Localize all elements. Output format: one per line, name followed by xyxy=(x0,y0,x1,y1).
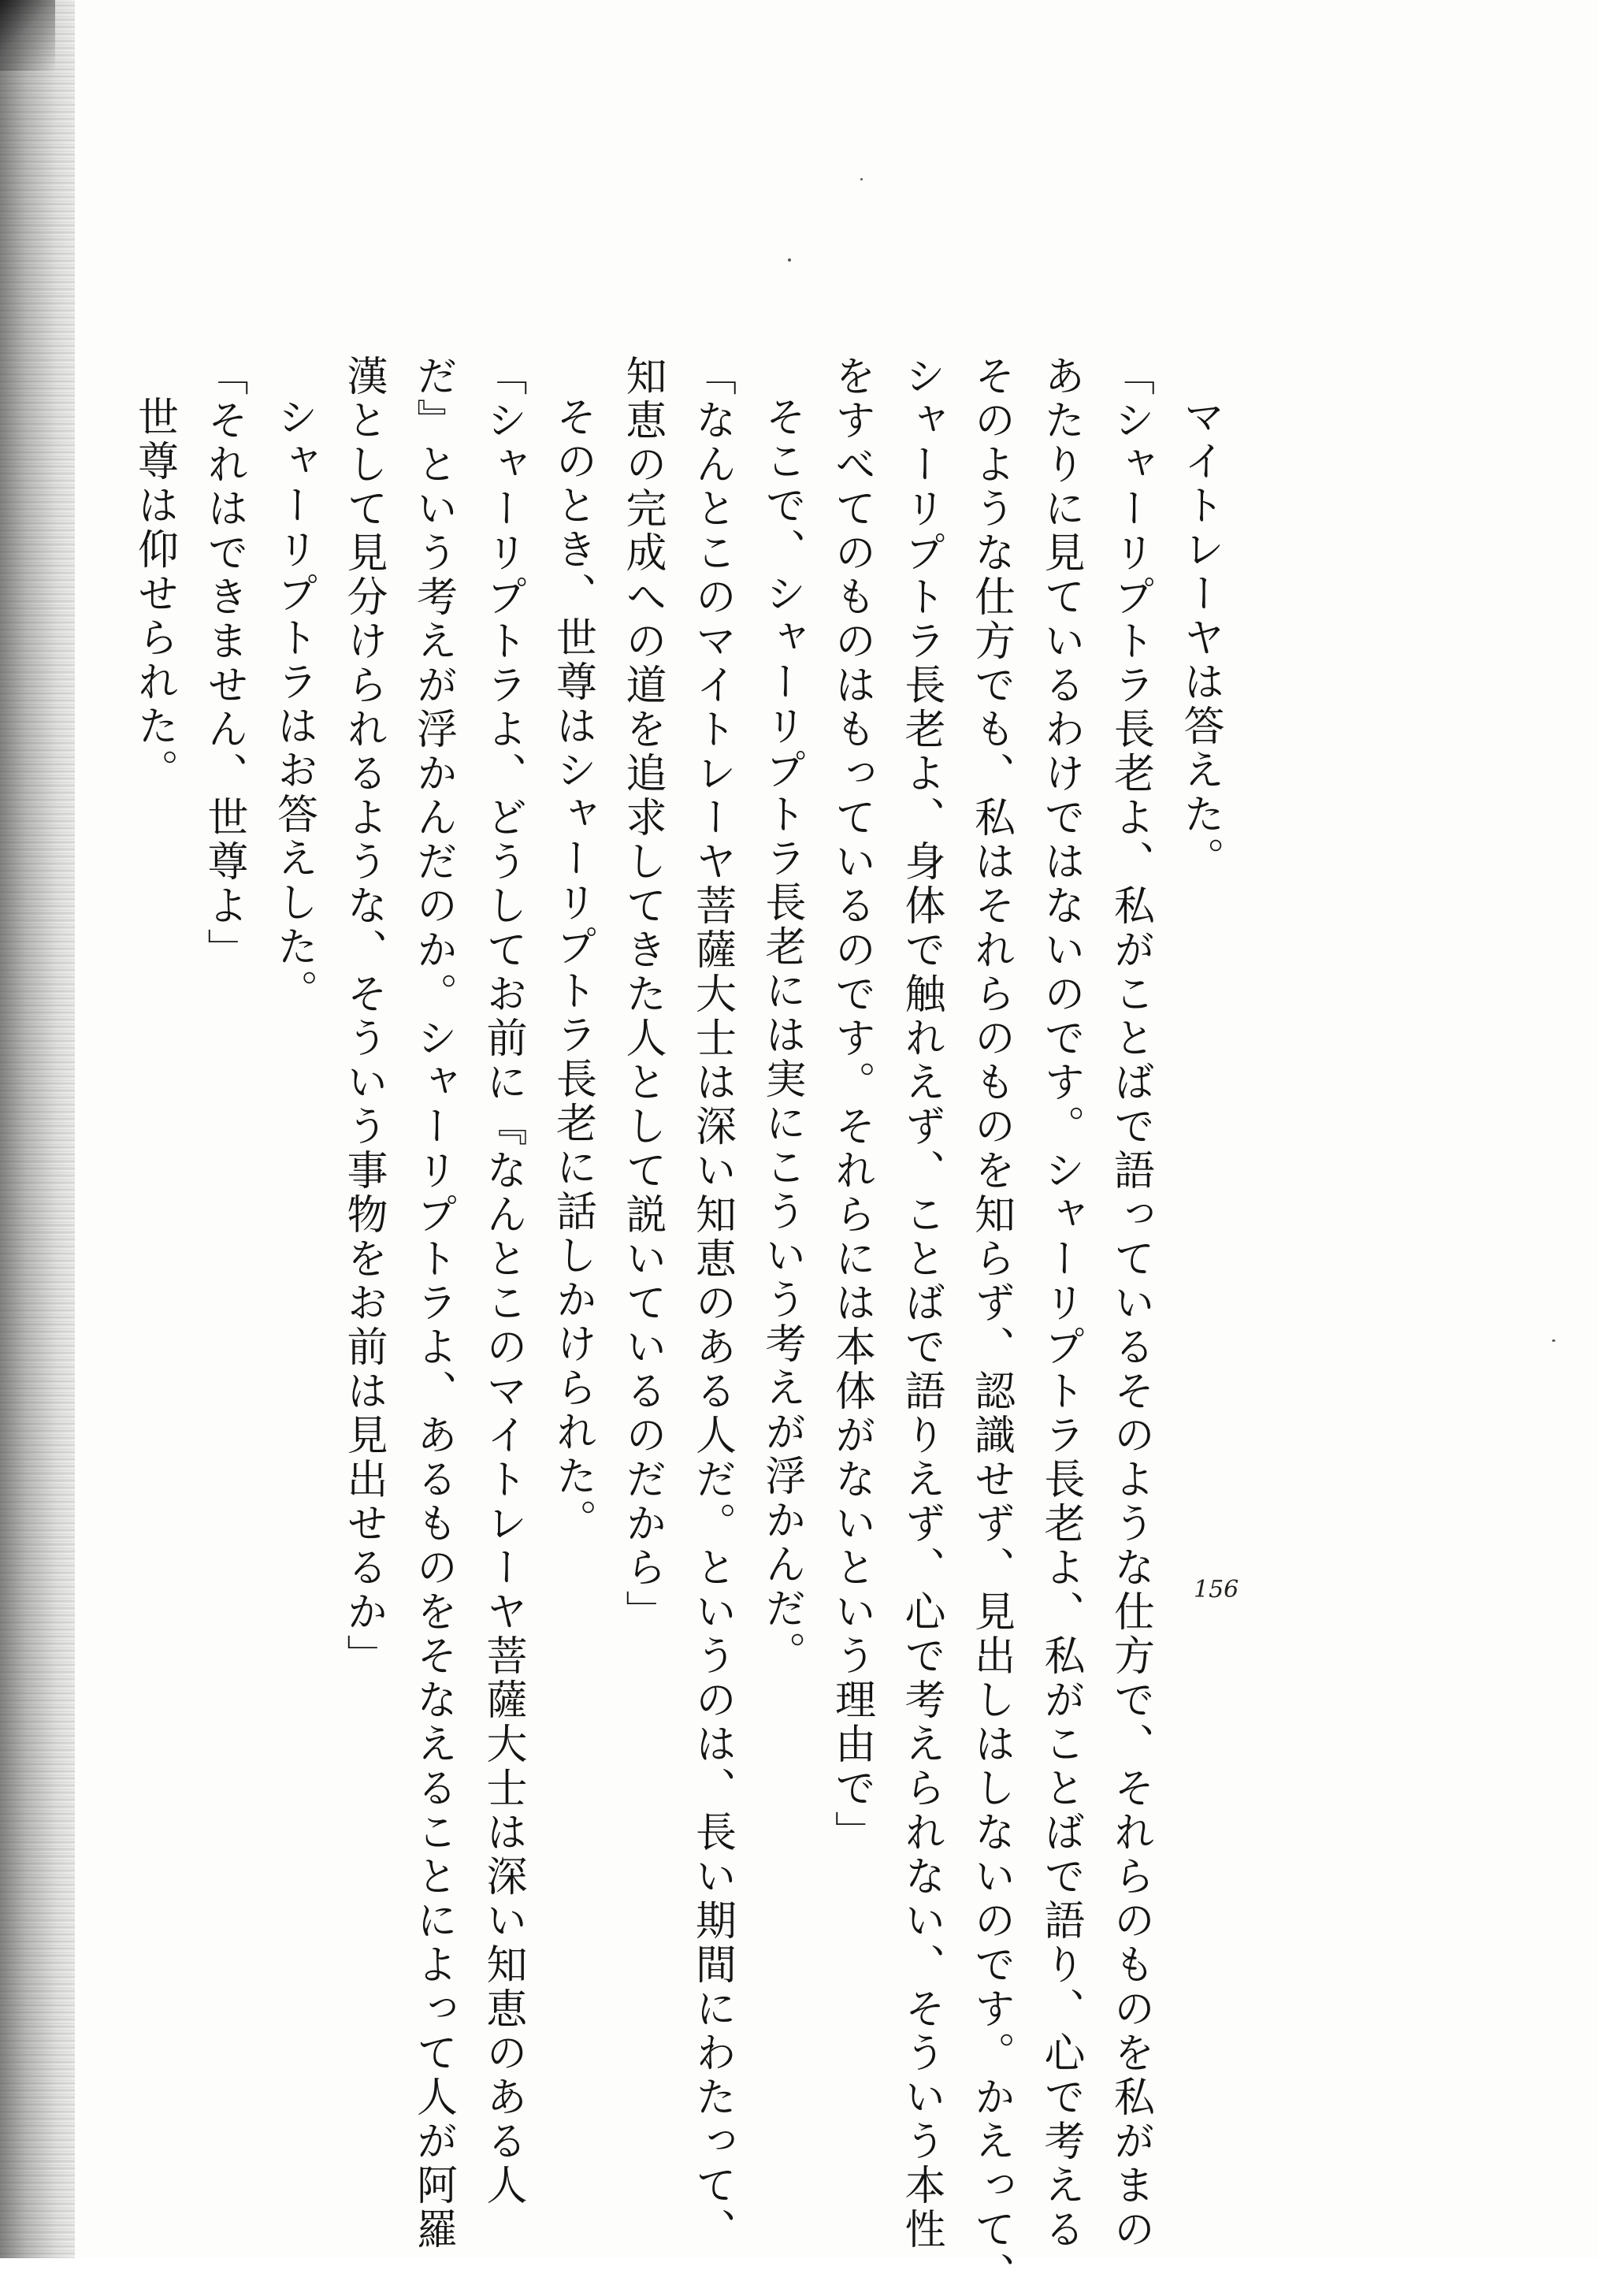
scan-speck xyxy=(1552,1339,1555,1342)
text-line: シャーリプトラはお答えした。 xyxy=(269,396,318,1013)
binding-shadow xyxy=(0,0,75,2258)
corner-shadow xyxy=(0,0,55,71)
scan-speck xyxy=(788,258,791,262)
text-line: シャーリプトラ長老よ、身体で触れえず、ことばで語りえず、心で考えられない、そういう本性 xyxy=(897,355,945,2252)
text-line: マイトレーヤは答えた。 xyxy=(1176,396,1224,881)
text-line: 漢として見分けられるような、そういう事物をお前は見出せるか」 xyxy=(340,355,387,1678)
text-line: そこで、シャーリプトラ長老には実にこういう考えが浮かんだ。 xyxy=(758,396,805,1675)
text-line: だ』という考えが浮かんだのか。シャーリプトラよ、あるものをそなえることによって人が阿羅 xyxy=(409,355,457,2252)
text-line: をすべてのものはもっているのです。それらには本体がないという理由で」 xyxy=(827,355,875,1855)
text-line: そのとき、世尊はシャーリプトラ長老に話しかけられた。 xyxy=(548,396,596,1543)
text-line: 「なんとこのマイトレーヤ菩薩大士は深い知恵のある人だ。というのは、長い期間にわたって、 xyxy=(688,355,736,2252)
text-line: 「シャーリプトラよ、どうしてお前に『なんとこのマイトレーヤ菩薩大士は深い知恵のある人 xyxy=(479,355,526,2208)
text-line: 世尊は仰せられた。 xyxy=(130,396,178,793)
text-line: 「それはできません、世尊よ」 xyxy=(200,355,247,972)
text-line: あたりに見ているわけではないのです。シャーリプトラ長老よ、私がことばで語り、心で考える xyxy=(1037,355,1084,2252)
text-line: そのような仕方でも、私はそれらのものを知らず、認識せず、見出しはしないのです。かえって、 xyxy=(967,355,1015,2296)
page-number: 156 xyxy=(1194,1576,1239,1603)
vertical-text-body xyxy=(130,355,1235,2296)
text-line: 「シャーリプトラ長老よ、私がことばで語っているそのような仕方で、それらのものを私がまの xyxy=(1106,355,1154,2252)
scan-speck xyxy=(860,178,863,180)
text-line: 知恵の完成への道を追求してきた人として説いているのだから」 xyxy=(618,355,666,1634)
